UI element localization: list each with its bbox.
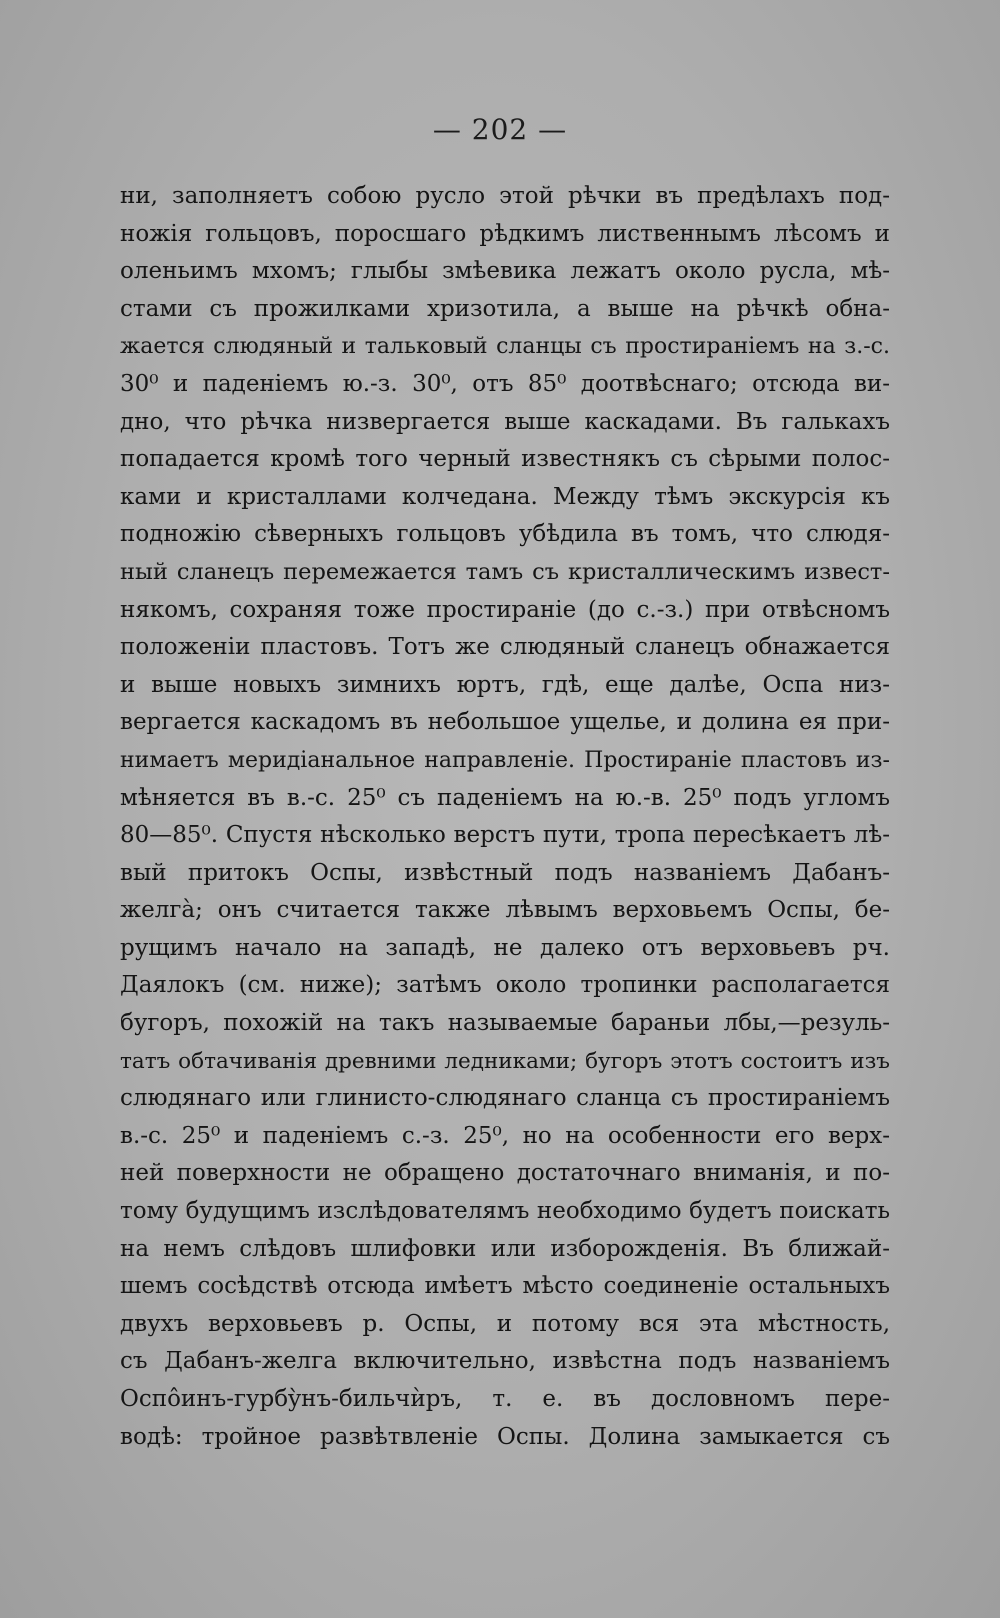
text-line: някомъ, сохраняя тоже простираніе (до с.-з.) при отвѣсномъ (120, 596, 890, 623)
text-line: съ Дабанъ-желга включительно, извѣстна подъ названіемъ (120, 1348, 890, 1375)
body-text (120, 178, 890, 1456)
text-line: ный сланецъ перемежается тамъ съ кристаллическимъ извест- (120, 558, 890, 585)
text-line: вый притокъ Оспы, извѣстный подъ названіемъ Дабанъ- (120, 859, 890, 886)
text-line: вергается каскадомъ въ небольшое ущелье, и долина ея при- (120, 709, 890, 736)
text-line: дно, что рѣчка низвергается выше каскадами. Въ галькахъ (120, 408, 890, 435)
text-line: двухъ верховьевъ р. Оспы, и потому вся эта мѣстность, (120, 1310, 890, 1337)
text-line: на немъ слѣдовъ шлифовки или изборожденія. Въ ближай- (120, 1235, 890, 1262)
text-line: Оспôинъ-гурбỳнъ-бильчѝръ, т. е. въ дословномъ пере- (120, 1386, 890, 1412)
text-line: ками и кристаллами колчедана. Между тѣмъ экскурсія къ (120, 483, 890, 510)
text-line: рущимъ начало на западѣ, не далеко отъ верховьевъ рч. (120, 934, 890, 961)
text-line: жается слюдяный и тальковый сланцы съ простираніемъ на з.-с. (120, 334, 890, 360)
text-line: слюдянаго или глинисто-слюдянаго сланца съ простираніемъ (120, 1085, 890, 1112)
text-line: водѣ: тройное развѣтвленіе Оспы. Долина замыкается съ (120, 1423, 890, 1450)
text-line: шемъ сосѣдствѣ отсюда имѣетъ мѣсто соединеніе остальныхъ (120, 1273, 890, 1300)
text-line: 30⁰ и паденіемъ ю.-з. 30⁰, отъ 85⁰ доотвѣснаго; отсюда ви- (120, 370, 890, 397)
text-line: ни, заполняетъ собою русло этой рѣчки въ предѣлахъ под- (120, 183, 890, 209)
text-line: Даялокъ (см. ниже); затѣмъ около тропинки располагается (120, 972, 890, 999)
text-line: бугоръ, похожій на такъ называемые бараньи лбы,—резуль- (120, 1010, 890, 1037)
text-line: ножія гольцовъ, поросшаго рѣдкимъ лиственнымъ лѣсомъ и (120, 220, 890, 247)
text-line: положеніи пластовъ. Тотъ же слюдяный сланецъ обнажается (120, 634, 890, 661)
text-line: стами съ прожилками хризотила, а выше на рѣчкѣ обна- (120, 295, 890, 322)
text-line: татъ обтачиванія древними ледниками; бугоръ этотъ состоитъ изъ (120, 1048, 890, 1074)
text-line: подножію сѣверныхъ гольцовъ убѣдила въ томъ, что слюдя- (120, 521, 890, 548)
text-line: попадается кромѣ того черный известнякъ съ сѣрыми полос- (120, 446, 890, 473)
text-line: и выше новыхъ зимнихъ юртъ, гдѣ, еще далѣе, Оспа низ- (120, 671, 890, 698)
text-line: ней поверхности не обращено достаточнаго вниманія, и по- (120, 1160, 890, 1187)
text-line: мѣняется въ в.-с. 25⁰ съ паденіемъ на ю.-в. 25⁰ подъ угломъ (120, 784, 890, 811)
page-number: — 202 — (432, 113, 568, 146)
text-line: оленьимъ мхомъ; глыбы змѣевика лежатъ около русла, мѣ- (120, 258, 890, 285)
text-line: нимаетъ меридіанальное направленіе. Простираніе пластовъ из- (120, 747, 890, 773)
text-line: 80—85⁰. Спустя нѣсколько верстъ пути, тропа пересѣкаетъ лѣ- (120, 822, 890, 849)
text-line: в.-с. 25⁰ и паденіемъ с.-з. 25⁰, но на особенности его верх- (120, 1122, 890, 1149)
text-line: желгà; онъ считается также лѣвымъ верховьемъ Оспы, бе- (120, 897, 890, 924)
text-line: тому будущимъ изслѣдователямъ необходимо будетъ поискать (120, 1198, 890, 1225)
